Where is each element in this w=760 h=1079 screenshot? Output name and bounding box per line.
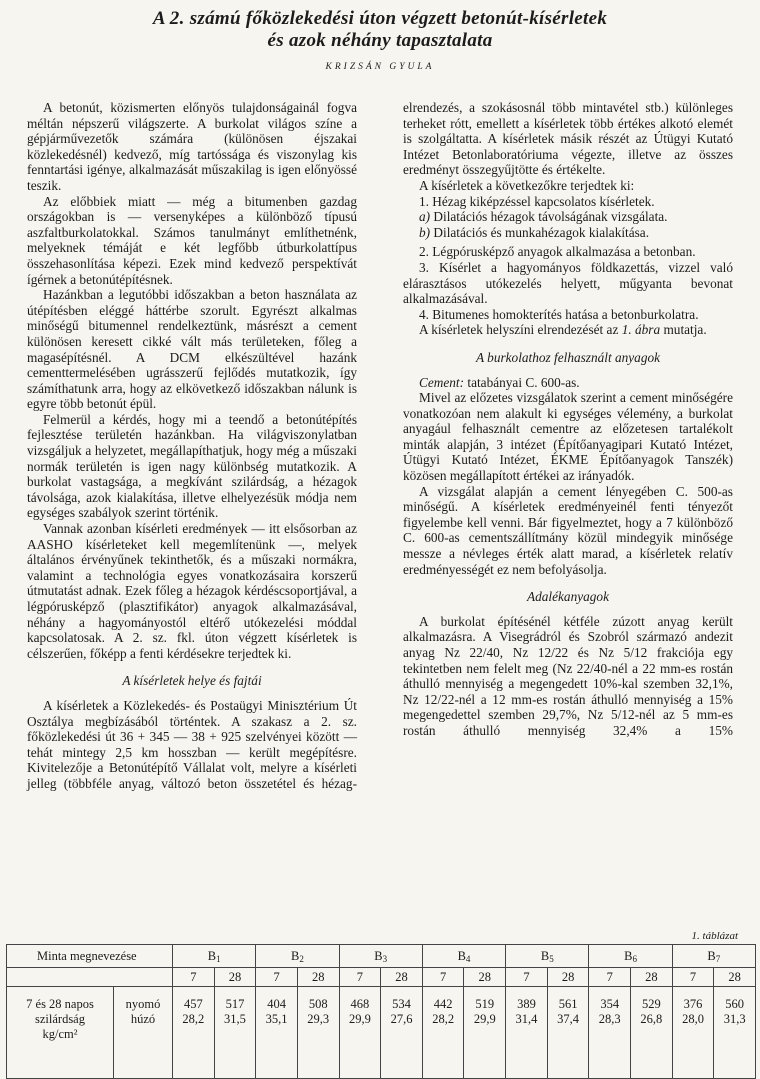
list-item: 4. Bitumenes homokterítés hatása a betonburkolatra. bbox=[419, 306, 699, 322]
day-header: 7 bbox=[339, 968, 381, 987]
author-name: KRIZSÁN GYULA bbox=[325, 62, 435, 72]
paragraph: A betonút, közismerten előnyös tulajdonságainál fogva méltán népszerű világszerte. A burkolat világos színe a gépjárművezetők számára (különösen éjszakai közlekedésnél) kedvező, míg tartóssága és viszonylag kis fenntartási igénye, alkalmazását műszakilag is igen előnyössé teszik. bbox=[27, 100, 357, 193]
table-cell: 529 26,8 bbox=[631, 987, 673, 1079]
day-header: 7 bbox=[506, 968, 548, 987]
list-item bbox=[403, 209, 733, 225]
row-label: 7 és 28 napos szilárdság kg/cm² bbox=[7, 987, 114, 1079]
table-header-label: Minta megnevezése bbox=[7, 945, 173, 968]
day-header: 28 bbox=[381, 968, 423, 987]
day-header: 28 bbox=[464, 968, 506, 987]
table-cell: 468 29,9 bbox=[339, 987, 381, 1079]
title-line-1: A 2. számú főközlekedési úton végzett betonút-kísérletek bbox=[152, 8, 608, 29]
list-marker: b) bbox=[419, 224, 431, 240]
section-heading: Adalékanyagok bbox=[527, 589, 609, 605]
table-cell: 517 31,5 bbox=[214, 987, 256, 1079]
list-marker: a) bbox=[419, 209, 431, 225]
paragraph: Vannak azonban kísérleti eredmények — itt elsősorban az AASHO kísérleteket kell megemlítenünk —, melyek általános érvényűnek tekinthetők, és a műszaki normákra, valamint a technológia egyes vonatkozásaira korszerű útmutatást adnak. Ezek főleg a hézagok kérdéscsoportjával, a légpórusképző (plasztifikátor) anyagok alkalmazásával, néhány a hagyományostól eltérő utókezelési móddal kapcsolatosak. A 2. sz. fkl. úton végzett kísérletek is célszerűen, főképp a fenti kérdésekre terjedtek ki. bbox=[27, 521, 357, 661]
article-title bbox=[0, 8, 760, 52]
section-heading: A burkolathoz felhasznált anyagok bbox=[475, 349, 661, 365]
row-types: nyomó húzó bbox=[114, 987, 173, 1079]
paragraph: Felmerül a kérdés, hogy mi a teendő a betonútépítés fejlesztése területén hazánkban. Ha világviszonylatban vizsgáljuk a helyzetet, megállapíthatjuk, hogy még a műszaki normák területén is igen nagy különbség mutatkozik. A burkolat vastagsága, a megkívánt szilárdság, a hézagok távolsága, azok kialakítása, illetve elhelyezésük módja nem egységes szabályok szerint történik. bbox=[27, 411, 357, 521]
list-item-text: Dilatációs hézagok távolságának vizsgálata. bbox=[433, 209, 668, 225]
day-header: 28 bbox=[714, 968, 756, 987]
list-item bbox=[403, 225, 733, 241]
section-heading: A kísérletek helye és fajtái bbox=[122, 673, 262, 689]
table-cell: 508 29,3 bbox=[297, 987, 339, 1079]
sample-header: B3 bbox=[339, 945, 422, 968]
sample-header: B5 bbox=[506, 945, 589, 968]
table-cell: 404 35,1 bbox=[256, 987, 298, 1079]
day-header: 28 bbox=[547, 968, 589, 987]
day-header: 28 bbox=[214, 968, 256, 987]
strength-table bbox=[6, 944, 756, 1079]
day-header: 7 bbox=[422, 968, 464, 987]
paragraph: A kísérletek helyszíni elrendezését az 1. ábra mutatja. bbox=[419, 322, 707, 338]
day-header: 28 bbox=[631, 968, 673, 987]
cement-label: Cement: bbox=[419, 374, 465, 390]
day-header: 7 bbox=[173, 968, 215, 987]
day-header: 7 bbox=[256, 968, 298, 987]
table-cell: 354 28,3 bbox=[589, 987, 631, 1079]
title-line-2: és azok néhány tapasztalata bbox=[267, 30, 493, 51]
list-item: 2. Légpórusképző anyagok alkalmazása a betonban. bbox=[419, 244, 696, 260]
paragraph: A kísérletek a Közlekedés- és Postaügyi Minisztérium Út Osztálya megbízásából történtek. A szakasz a 2. sz. főközlekedési út 36 + 345 — 38 + 925 szelvényei között — tehát mintegy 2,5 km hosszban — került megépítésre. Kivitelezője a Betonútépítő Vállalat volt, melyre a kísérleti jelleg (többféle anyag, változó beton összetétel és hézag- bbox=[27, 697, 357, 791]
sample-header: B1 bbox=[173, 945, 256, 968]
list-item-text: Dilatációs és munkahézagok kialakítása. bbox=[433, 224, 650, 240]
table-cell: 560 31,3 bbox=[714, 987, 756, 1079]
list-item: 1. Hézag kiképzéssel kapcsolatos kísérletek. bbox=[419, 193, 655, 209]
paragraph: A vizsgálat alapján a cement lényegében C. 500-as minőségű. A kísérletek eredményeinél fenti tényezőt figyelembe kell venni. Bár figyelmeztet, hogy a 7 különböző C. 600-as cementszállítmány közül mindegyik minősége messze a névleges érték alatt marad, a kísérletek relatív eredményességét ez nem befolyásolja. bbox=[403, 483, 733, 577]
table-cell: 561 37,4 bbox=[547, 987, 589, 1079]
sample-header: B2 bbox=[256, 945, 339, 968]
sample-header: B7 bbox=[672, 945, 755, 968]
table-cell: 534 27,6 bbox=[381, 987, 423, 1079]
day-header: 28 bbox=[297, 968, 339, 987]
paragraph: A kísérletek a következőkre terjedtek ki: bbox=[419, 177, 635, 193]
paragraph: Az előbbiek miatt — még a bitumenben gazdag országokban is — versenyképes a különböző típusú aszfaltburkolatokkal. Számos tanulmányt említhetnénk, melyeknek témáját e két legfőbb útburkolattípus összehasonlítása képezi. Ezek mind kedvező perspektívát ígérnek a betonútépítésnek. bbox=[27, 193, 357, 287]
figure-reference: 1. ábra bbox=[621, 322, 661, 338]
paragraph: Mivel az előzetes vizsgálatok szerint a cement minőségére vonatkozóan nem alakult ki egységes vélemény, a burkolat anyagául felhasznált cementre az előzetesen tartalékolt minták alapján, 3 intézet (Építőanyagipari Kutató Intézet, Útügyi Kutató Intézet, ÉKME Építőanyagok Tanszék) közösen megállapított értékei az irányadók. bbox=[403, 390, 733, 484]
table-cell: 457 28,2 bbox=[173, 987, 215, 1079]
right-column bbox=[403, 100, 733, 739]
paragraph: elrendezés, a szokásosnál több mintavétel stb.) különleges terheket rótt, emellett a kísérletek több értékes alkotó elemét is szolgáltatta. A kísérletek másik részét az Útügyi Kutató Intézet Betonlaboratóriuma végezte, illetve az összes eredményt összegyűjtötte és értékelte. bbox=[403, 100, 733, 178]
list-item: 3. Kísérlet a hagyományos földkazettás, vizzel való elárasztásos utókezelés helyett, műgyanta bevonat alkalmazásával. bbox=[403, 259, 733, 307]
table-caption: 1. táblázat bbox=[691, 930, 738, 942]
day-header: 7 bbox=[589, 968, 631, 987]
sample-header: B6 bbox=[589, 945, 672, 968]
paragraph: Cement: tatabányai C. 600-as. bbox=[419, 374, 580, 390]
table-cell: 389 31,4 bbox=[506, 987, 548, 1079]
left-column bbox=[27, 100, 357, 792]
sample-header: B4 bbox=[422, 945, 505, 968]
paragraph: Hazánkban a legutóbbi időszakban a beton használata az útépítésben eléggé háttérbe szorult. Egyrészt alkalmas minőségű bitumennel rendelkeztünk, másrészt a cement különösen keresett cikké vált más területeken, főleg a magasépítésnél. A DCM elkészültével hazánk cementtermelésében ugrásszerű fejlődés mutatkozik, így számíthatunk arra, hogy az elkövetkező időszakban nálunk is egyre több betonút épül. bbox=[27, 287, 357, 412]
table-cell: 442 28,2 bbox=[422, 987, 464, 1079]
table-cell: 519 29,9 bbox=[464, 987, 506, 1079]
day-header: 7 bbox=[672, 968, 714, 987]
paragraph: A burkolat építésénél kétféle zúzott anyag került alkalmazásra. A Visegrádról és Szobról származó andezit anyag Nz 22/40, Nz 12/22 és Nz 5/12 frakciója egy tekintetben nem felelt meg (Nz 22/40-nél a 22 mm-es rostán áthulló mennyiség a megengedett 10%-kal szemben 32,1%, Nz 12/22-nél a 12 mm-es rostán áthulló mennyiség a 15% megengedettel szemben 29,7%, Nz 5/12-nél az 5 mm-es rostán áthulló mennyiség 32,4% a 15% bbox=[403, 613, 733, 738]
table-cell: 376 28,0 bbox=[672, 987, 714, 1079]
